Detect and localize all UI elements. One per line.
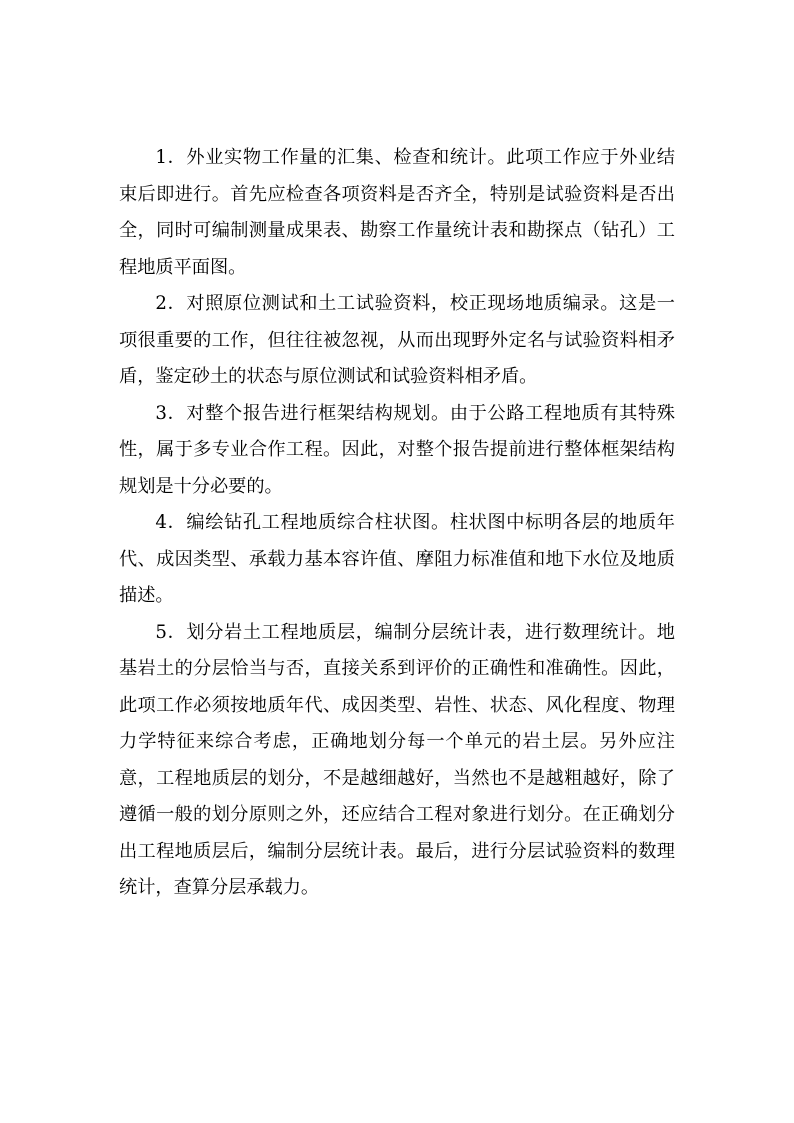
paragraph-4: 4．编绘钻孔工程地质综合柱状图。柱状图中标明各层的地质年代、成因类型、承载力基本容许值、摩阻力标准值和地下水位及地质描述。	[119, 512, 675, 606]
paragraph-5: 5．划分岩土工程地质层，编制分层统计表，进行数理统计。地基岩土的分层恰当与否，直接关系到评价的正确性和准确性。因此，此项工作必须按地质年代、成因类型、岩性、状态、风化程度、物理力学特征来综合考虑，正确地划分每一个单元的岩土层。另外应注意，工程地质层的划分，不是越细越好，当然也不是越粗越好，除了遵循一般的划分原则之外，还应结合工程对象进行划分。在正确划分出工程地质层后，编制分层统计表。最后，进行分层试验资料的数理统计，查算分层承载力。	[119, 621, 675, 898]
paragraph-3: 3．对整个报告进行框架结构规划。由于公路工程地质有其特殊性，属于多专业合作工程。因此，对整个报告提前进行整体框架结构规划是十分必要的。	[119, 402, 675, 497]
paragraph-1: 1．外业实物工作量的汇集、检查和统计。此项工作应于外业结束后即进行。首先应检查各项资料是否齐全，特别是试验资料是否出全，同时可编制测量成果表、勘察工作量统计表和勘探点（钻孔）工程地质平面图。	[119, 147, 675, 278]
paragraph-2: 2．对照原位测试和土工试验资料，校正现场地质编录。这是一项很重要的工作，但往往被忽视，从而出现野外定名与试验资料相矛盾，鉴定砂土的状态与原位测试和试验资料相矛盾。	[119, 293, 675, 387]
document-body	[119, 140, 675, 907]
